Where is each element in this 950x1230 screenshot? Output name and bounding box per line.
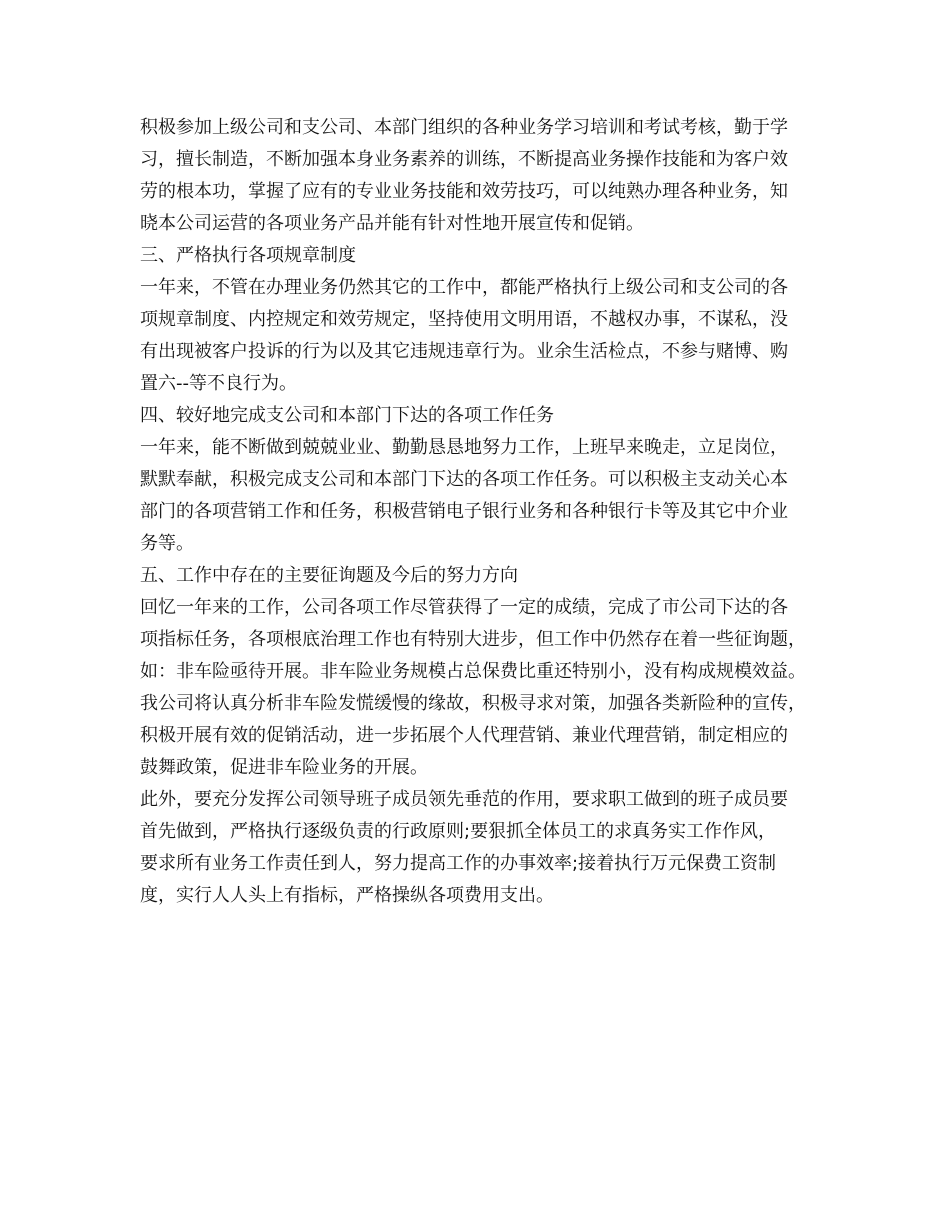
text-line: 有出现被客户投诉的行为以及其它违规违章行为。业余生活检点，不参与赌博、购 — [140, 341, 788, 362]
text-line: 一年来，不管在办理业务仍然其它的工作中，都能严格执行上级公司和支公司的各 — [140, 277, 788, 298]
text-line: 如：非车险亟待开展。非车险业务规模占总保费比重还特别小，没有构成规模效益。 — [140, 661, 806, 682]
text-line: 鼓舞政策，促进非车险业务的开展。 — [140, 757, 428, 778]
text-line: 默默奉献，积极完成支公司和本部门下达的各项工作任务。可以积极主支动关心本 — [140, 469, 788, 490]
text-line: 项指标任务，各项根底治理工作也有特别大进步，但工作中仍然存在着一些征询题， — [140, 629, 806, 650]
text-line: 积极开展有效的促销活动，进一步拓展个人代理营销、兼业代理营销，制定相应的 — [140, 725, 788, 746]
text-line: 回忆一年来的工作，公司各项工作尽管获得了一定的成绩，完成了市公司下达的各 — [140, 597, 788, 618]
text-line: 习，擅长制造，不断加强本身业务素养的训练，不断提高业务操作技能和为客户效 — [140, 149, 788, 170]
text-line: 劳的根本功，掌握了应有的专业业务技能和效劳技巧，可以纯熟办理各种业务，知 — [140, 181, 788, 202]
text-line: 我公司将认真分析非车险发慌缓慢的缘故，积极寻求对策，加强各类新险种的宣传， — [140, 693, 806, 714]
section-heading: 四、较好地完成支公司和本部门下达的各项工作任务 — [140, 405, 554, 426]
text-line: 要求所有业务工作责任到人，努力提高工作的办事效率;接着执行万元保费工资制 — [140, 853, 777, 874]
text-line: 此外，要充分发挥公司领导班子成员领先垂范的作用，要求职工做到的班子成员要 — [140, 789, 788, 810]
text-line: 务等。 — [140, 533, 194, 554]
text-line: 度，实行人人头上有指标，严格操纵各项费用支出。 — [140, 885, 554, 906]
section-heading: 三、严格执行各项规章制度 — [140, 245, 356, 266]
section-heading: 五、工作中存在的主要征询题及今后的努力方向 — [140, 565, 518, 586]
text-line: 项规章制度、内控规定和效劳规定，坚持使用文明用语，不越权办事，不谋私，没 — [140, 309, 788, 330]
text-line: 积极参加上级公司和支公司、本部门组织的各种业务学习培训和考试考核，勤于学 — [140, 117, 788, 138]
text-line: 首先做到，严格执行逐级负责的行政原则;要狠抓全体员工的求真务实工作作风， — [140, 821, 777, 842]
document-body — [140, 112, 830, 912]
text-line: 晓本公司运营的各项业务产品并能有针对性地开展宣传和促销。 — [140, 213, 644, 234]
text-line: 置六--等不良行为。 — [140, 373, 297, 394]
text-line: 一年来，能不断做到兢兢业业、勤勤恳恳地努力工作，上班早来晚走，立足岗位， — [140, 437, 788, 458]
text-line: 部门的各项营销工作和任务，积极营销电子银行业务和各种银行卡等及其它中介业 — [140, 501, 788, 522]
